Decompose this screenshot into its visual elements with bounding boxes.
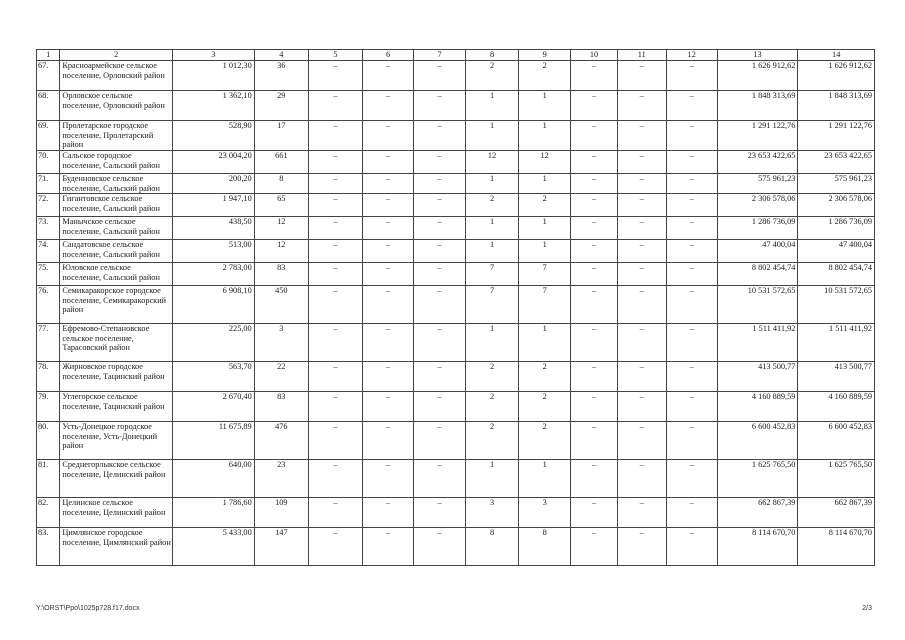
cell-col-11: – [617,498,666,528]
cell-col-4: 29 [254,91,308,121]
cell-col-7: – [414,240,466,263]
cell-col-11: – [617,286,666,324]
row-number: 79. [37,392,60,422]
row-number: 68. [37,91,60,121]
cell-col-7: – [414,498,466,528]
cell-col-6: – [363,61,414,91]
municipality-name: Целинское сельское поселение, Целинский район [60,498,173,528]
cell-col-12: – [666,91,717,121]
cell-col-9: 1 [519,217,571,240]
table-row [37,286,875,324]
cell-col-8: 1 [466,91,519,121]
cell-col-11: – [617,324,666,362]
cell-col-11: – [617,174,666,194]
cell-col-11: – [617,91,666,121]
cell-col-13: 662 867,39 [717,498,798,528]
cell-col-5: – [308,263,362,286]
column-header: 4 [254,50,308,61]
column-header: 5 [308,50,362,61]
cell-col-12: – [666,263,717,286]
municipality-name: Красноармейское сельское поселение, Орловский район [60,61,173,91]
cell-col-5: – [308,240,362,263]
cell-col-8: 1 [466,174,519,194]
cell-col-4: 12 [254,240,308,263]
cell-col-3: 225,00 [172,324,254,362]
cell-col-3: 528,90 [172,121,254,151]
cell-col-6: – [363,460,414,498]
cell-col-9: 7 [519,286,571,324]
cell-col-6: – [363,286,414,324]
cell-col-5: – [308,121,362,151]
cell-col-11: – [617,362,666,392]
cell-col-9: 2 [519,61,571,91]
cell-col-13: 1 511 411,92 [717,324,798,362]
cell-col-4: 12 [254,217,308,240]
cell-col-6: – [363,263,414,286]
cell-col-3: 640,00 [172,460,254,498]
row-number: 73. [37,217,60,240]
cell-col-3: 5 433,00 [172,528,254,566]
table-header-row [37,50,875,61]
cell-col-11: – [617,194,666,217]
cell-col-14: 2 306 578,06 [798,194,875,217]
cell-col-12: – [666,362,717,392]
cell-col-4: 17 [254,121,308,151]
cell-col-13: 1 848 313,69 [717,91,798,121]
table-row [37,194,875,217]
cell-col-13: 4 160 889,59 [717,392,798,422]
cell-col-14: 8 802 454,74 [798,263,875,286]
cell-col-12: – [666,392,717,422]
cell-col-12: – [666,240,717,263]
table-row [37,324,875,362]
column-header: 7 [414,50,466,61]
municipality-name: Сандатовское сельское поселение, Сальский район [60,240,173,263]
cell-col-6: – [363,422,414,460]
cell-col-13: 47 400,04 [717,240,798,263]
column-header: 10 [571,50,618,61]
cell-col-11: – [617,392,666,422]
cell-col-4: 36 [254,61,308,91]
cell-col-13: 6 600 452,83 [717,422,798,460]
cell-col-13: 1 286 736,09 [717,217,798,240]
cell-col-7: – [414,392,466,422]
cell-col-11: – [617,151,666,174]
cell-col-9: 1 [519,324,571,362]
cell-col-9: 2 [519,392,571,422]
cell-col-12: – [666,174,717,194]
column-header: 9 [519,50,571,61]
cell-col-6: – [363,528,414,566]
cell-col-12: – [666,528,717,566]
cell-col-4: 8 [254,174,308,194]
cell-col-10: – [571,286,618,324]
cell-col-3: 513,00 [172,240,254,263]
cell-col-8: 1 [466,217,519,240]
cell-col-6: – [363,392,414,422]
municipality-name: Пролетарское городское поселение, Пролетарский район [60,121,173,151]
row-number: 71. [37,174,60,194]
row-number: 70. [37,151,60,174]
cell-col-12: – [666,217,717,240]
municipality-name: Манычское сельское поселение, Сальский район [60,217,173,240]
cell-col-6: – [363,194,414,217]
cell-col-7: – [414,263,466,286]
municipality-name: Усть-Донецкое городское поселение, Усть-Донецкий район [60,422,173,460]
table-row [37,61,875,91]
cell-col-5: – [308,91,362,121]
cell-col-8: 1 [466,324,519,362]
cell-col-11: – [617,240,666,263]
cell-col-6: – [363,174,414,194]
cell-col-7: – [414,61,466,91]
municipality-name: Буденновское сельское поселение, Сальский район [60,174,173,194]
cell-col-9: 1 [519,240,571,263]
cell-col-5: – [308,174,362,194]
column-header: 8 [466,50,519,61]
page-number: 2/3 [862,605,872,612]
cell-col-14: 47 400,04 [798,240,875,263]
cell-col-13: 23 653 422,65 [717,151,798,174]
table-row [37,91,875,121]
cell-col-3: 200,20 [172,174,254,194]
column-header: 13 [717,50,798,61]
cell-col-3: 11 675,89 [172,422,254,460]
cell-col-11: – [617,460,666,498]
cell-col-4: 661 [254,151,308,174]
cell-col-12: – [666,460,717,498]
cell-col-12: – [666,324,717,362]
row-number: 80. [37,422,60,460]
cell-col-3: 1 947,10 [172,194,254,217]
cell-col-14: 1 848 313,69 [798,91,875,121]
cell-col-3: 2 670,40 [172,392,254,422]
cell-col-13: 1 291 122,76 [717,121,798,151]
cell-col-7: – [414,324,466,362]
cell-col-4: 65 [254,194,308,217]
cell-col-6: – [363,121,414,151]
cell-col-12: – [666,286,717,324]
table-row [37,240,875,263]
cell-col-12: – [666,61,717,91]
cell-col-11: – [617,217,666,240]
cell-col-10: – [571,240,618,263]
cell-col-3: 438,50 [172,217,254,240]
cell-col-14: 10 531 572,65 [798,286,875,324]
table-row [37,460,875,498]
cell-col-13: 413 500,77 [717,362,798,392]
cell-col-11: – [617,263,666,286]
cell-col-7: – [414,174,466,194]
cell-col-4: 22 [254,362,308,392]
cell-col-10: – [571,324,618,362]
cell-col-3: 1 012,30 [172,61,254,91]
cell-col-14: 23 653 422,65 [798,151,875,174]
row-number: 81. [37,460,60,498]
cell-col-10: – [571,194,618,217]
table-row [37,392,875,422]
cell-col-5: – [308,392,362,422]
row-number: 76. [37,286,60,324]
cell-col-13: 1 626 912,62 [717,61,798,91]
cell-col-13: 8 114 670,70 [717,528,798,566]
cell-col-7: – [414,91,466,121]
table-row [37,263,875,286]
cell-col-7: – [414,217,466,240]
cell-col-5: – [308,194,362,217]
cell-col-5: – [308,61,362,91]
cell-col-8: 3 [466,498,519,528]
cell-col-6: – [363,240,414,263]
municipality-name: Среднегорлыкское сельское поселение, Целинский район [60,460,173,498]
cell-col-11: – [617,121,666,151]
cell-col-13: 1 625 765,50 [717,460,798,498]
cell-col-8: 7 [466,286,519,324]
cell-col-14: 4 160 889,59 [798,392,875,422]
cell-col-12: – [666,498,717,528]
cell-col-5: – [308,286,362,324]
table-row [37,362,875,392]
cell-col-8: 2 [466,362,519,392]
cell-col-5: – [308,362,362,392]
cell-col-6: – [363,324,414,362]
cell-col-8: 2 [466,194,519,217]
cell-col-8: 2 [466,392,519,422]
row-number: 72. [37,194,60,217]
document-table [36,49,875,566]
cell-col-7: – [414,460,466,498]
cell-col-6: – [363,362,414,392]
cell-col-7: – [414,528,466,566]
cell-col-13: 10 531 572,65 [717,286,798,324]
cell-col-3: 23 004,20 [172,151,254,174]
row-number: 83. [37,528,60,566]
cell-col-14: 1 286 736,09 [798,217,875,240]
cell-col-6: – [363,217,414,240]
cell-col-12: – [666,121,717,151]
cell-col-8: 7 [466,263,519,286]
row-number: 77. [37,324,60,362]
cell-col-11: – [617,528,666,566]
cell-col-12: – [666,151,717,174]
table-row [37,217,875,240]
document-file-path: Y:\ORST\Ppo\1025p728.f17.docx [36,605,140,612]
table-row [37,151,875,174]
cell-col-8: 2 [466,422,519,460]
column-header: 3 [172,50,254,61]
cell-col-5: – [308,151,362,174]
cell-col-14: 1 625 765,50 [798,460,875,498]
cell-col-13: 2 306 578,06 [717,194,798,217]
cell-col-8: 1 [466,121,519,151]
table-row [37,528,875,566]
municipality-name: Семикаракорское городское поселение, Семикаракорский район [60,286,173,324]
cell-col-3: 6 908,10 [172,286,254,324]
row-number: 82. [37,498,60,528]
cell-col-4: 476 [254,422,308,460]
cell-col-3: 563,70 [172,362,254,392]
cell-col-10: – [571,217,618,240]
column-header: 14 [798,50,875,61]
cell-col-14: 1 626 912,62 [798,61,875,91]
cell-col-11: – [617,422,666,460]
cell-col-10: – [571,460,618,498]
cell-col-5: – [308,498,362,528]
cell-col-4: 23 [254,460,308,498]
cell-col-4: 3 [254,324,308,362]
cell-col-3: 1 786,60 [172,498,254,528]
cell-col-9: 7 [519,263,571,286]
cell-col-5: – [308,528,362,566]
cell-col-7: – [414,422,466,460]
cell-col-7: – [414,194,466,217]
cell-col-13: 8 802 454,74 [717,263,798,286]
cell-col-9: 1 [519,174,571,194]
cell-col-14: 6 600 452,83 [798,422,875,460]
cell-col-4: 450 [254,286,308,324]
cell-col-5: – [308,422,362,460]
table-row [37,121,875,151]
municipality-name: Цимлянское городское поселение, Цимлянский район [60,528,173,566]
cell-col-14: 8 114 670,70 [798,528,875,566]
column-header: 12 [666,50,717,61]
cell-col-13: 575 961,23 [717,174,798,194]
cell-col-8: 1 [466,460,519,498]
cell-col-8: 1 [466,240,519,263]
table-row [37,174,875,194]
cell-col-7: – [414,286,466,324]
cell-col-14: 413 500,77 [798,362,875,392]
cell-col-14: 1 291 122,76 [798,121,875,151]
cell-col-10: – [571,422,618,460]
column-header: 6 [363,50,414,61]
row-number: 78. [37,362,60,392]
cell-col-5: – [308,460,362,498]
municipality-name: Углегорское сельское поселение, Тацинский район [60,392,173,422]
municipality-name: Орловское сельское поселение, Орловский район [60,91,173,121]
cell-col-5: – [308,217,362,240]
municipality-name: Жирновское городское поселение, Тацинский район [60,362,173,392]
table-row [37,422,875,460]
column-header: 11 [617,50,666,61]
cell-col-9: 12 [519,151,571,174]
cell-col-14: 662 867,39 [798,498,875,528]
row-number: 67. [37,61,60,91]
municipality-name: Сальское городское поселение, Сальский район [60,151,173,174]
cell-col-4: 83 [254,263,308,286]
cell-col-9: 1 [519,121,571,151]
cell-col-7: – [414,151,466,174]
cell-col-6: – [363,151,414,174]
cell-col-9: 8 [519,528,571,566]
cell-col-3: 1 362,10 [172,91,254,121]
cell-col-8: 2 [466,61,519,91]
cell-col-8: 12 [466,151,519,174]
cell-col-9: 2 [519,422,571,460]
cell-col-12: – [666,422,717,460]
cell-col-10: – [571,263,618,286]
cell-col-7: – [414,121,466,151]
cell-col-10: – [571,362,618,392]
cell-col-9: 2 [519,362,571,392]
cell-col-10: – [571,174,618,194]
cell-col-3: 2 783,00 [172,263,254,286]
row-number: 75. [37,263,60,286]
cell-col-12: – [666,194,717,217]
cell-col-4: 109 [254,498,308,528]
cell-col-10: – [571,498,618,528]
cell-col-7: – [414,362,466,392]
column-header: 1 [37,50,60,61]
municipality-name: Гигантовское сельское поселение, Сальский район [60,194,173,217]
cell-col-8: 8 [466,528,519,566]
municipality-name: Юловское сельское поселение, Сальский район [60,263,173,286]
cell-col-5: – [308,324,362,362]
cell-col-6: – [363,498,414,528]
cell-col-11: – [617,61,666,91]
cell-col-9: 2 [519,194,571,217]
cell-col-9: 3 [519,498,571,528]
cell-col-10: – [571,151,618,174]
cell-col-10: – [571,91,618,121]
column-header: 2 [60,50,173,61]
cell-col-9: 1 [519,91,571,121]
cell-col-6: – [363,91,414,121]
municipality-name: Ефремово-Степановское сельское поселение, Тарасовский район [60,324,173,362]
cell-col-9: 1 [519,460,571,498]
cell-col-4: 147 [254,528,308,566]
row-number: 69. [37,121,60,151]
row-number: 74. [37,240,60,263]
table-row [37,498,875,528]
cell-col-10: – [571,121,618,151]
cell-col-10: – [571,61,618,91]
cell-col-14: 1 511 411,92 [798,324,875,362]
cell-col-4: 83 [254,392,308,422]
cell-col-10: – [571,392,618,422]
cell-col-14: 575 961,23 [798,174,875,194]
cell-col-10: – [571,528,618,566]
